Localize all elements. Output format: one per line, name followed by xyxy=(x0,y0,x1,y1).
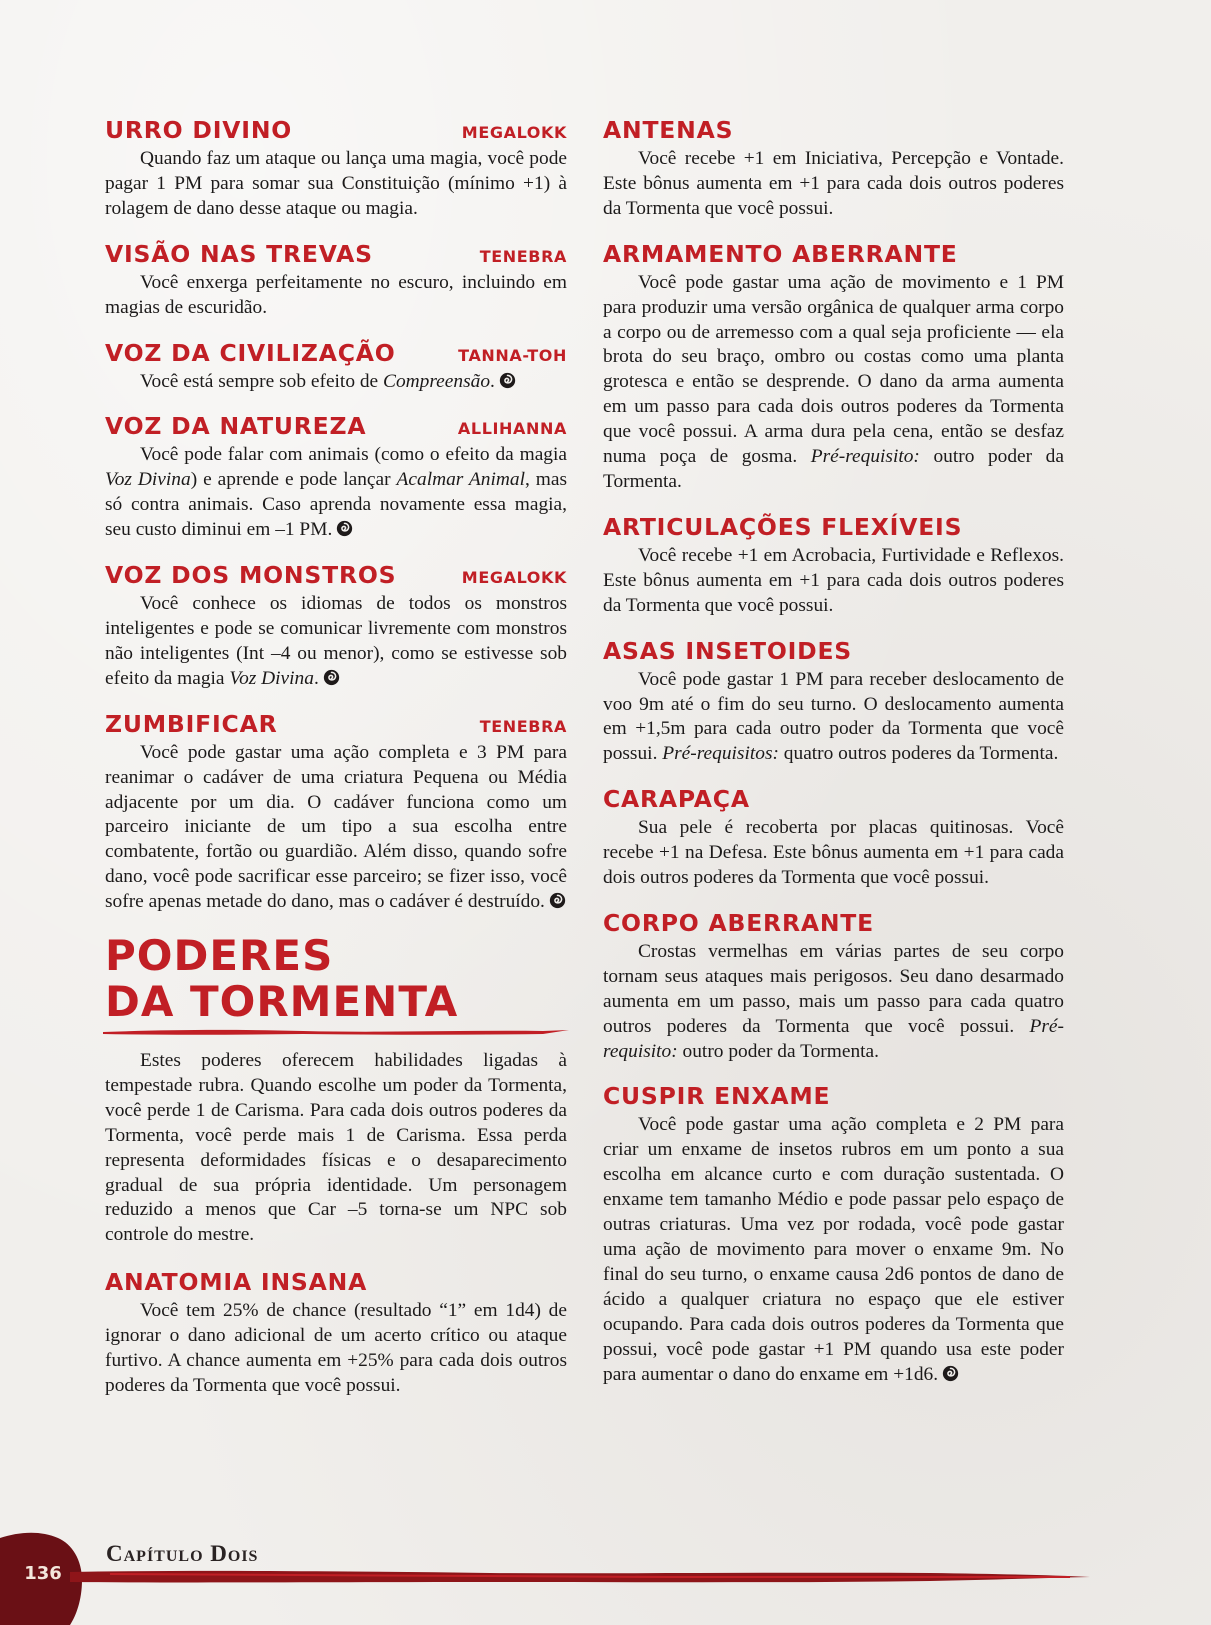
power-urro-divino xyxy=(105,116,567,222)
power-title: VOZ DA CIVILIZAÇÃO xyxy=(105,338,396,367)
power-god: ALLIHANNA xyxy=(457,419,567,439)
power-description: Você pode gastar uma ação completa e 2 PM para criar um enxame de insetos rubros em um ponto a sua escolha em alcance curto e com duração sustentada. O enxame tem tamanho Médio e pode passar pelo espaço de outras criaturas. Uma vez por rodada, você pode gastar uma ação de movimento para mover o enxame 9m. No final do seu turno, o enxame causa 2d6 pontos de dano de ácido a qualquer criatura no espaço que ele estiver ocupando. Para cada dois outros poderes da Tormenta que possui, você pode gastar +1 PM quando usa este poder para aumentar o dano do enxame em +1d6. xyxy=(603,1114,1064,1385)
power-title: ARMAMENTO ABERRANTE xyxy=(603,239,958,268)
tormenta-swirl-icon xyxy=(549,892,566,909)
power-corpo-aberrante xyxy=(603,909,1064,1065)
power-visao-nas-trevas xyxy=(105,240,567,321)
chapter-label: Capítulo Dois xyxy=(106,1541,259,1566)
power-title: VOZ DA NATUREZA xyxy=(105,412,367,441)
power-articulacoes-flexiveis xyxy=(603,513,1064,619)
power-god: MEGALOKK xyxy=(461,123,567,142)
power-title: CUSPIR ENXAME xyxy=(603,1082,831,1111)
power-anatomia-insana xyxy=(105,1268,567,1399)
tormenta-swirl-icon xyxy=(323,669,340,686)
power-armamento-aberrante xyxy=(603,240,1064,495)
power-title: ANATOMIA INSANA xyxy=(105,1268,368,1297)
power-description: Você pode gastar uma ação de movimento e 1 PM para produzir uma versão orgânica de qualquer arma corpo a corpo ou de arremesso com a qual seja proficiente — ela brota do seu braço, ombro ou costas como uma planta grotesca e então se desprende. O dano da arma aumenta em um passo para cada dois outros poderes da Tormenta que você possui. A arma dura pela cena, então se desfaz numa poça de gosma. Pré-requisito: outro poder da Tormenta. xyxy=(603,271,1064,492)
power-description: Você está sempre sob efeito de Compreensão. xyxy=(105,370,567,395)
power-description: Você pode gastar uma ação completa e 3 PM para reanimar o cadáver de uma criatura Pequena ou Média adjacente por um dia. O cadáver funciona como um parceiro iniciante de um tipo a sua escolha entre combatente, fortão ou guardião. Além disso, quando sofre dano, você pode sacrificar esse parceiro; se fizer isso, você sofre apenas metade do dano, mas o cadáver é destruído. xyxy=(105,741,567,913)
power-cuspir-enxame xyxy=(603,1082,1064,1387)
power-god: TANNA-TOH xyxy=(458,345,567,365)
power-title: VOZ DOS MONSTROS xyxy=(105,561,397,590)
section-intro: Estes poderes oferecem habilidades ligadas à tempestade rubra. Quando escolhe um poder da Tormenta, você perde 1 de Carisma. Para cada dois outros poderes da Tormenta, você perde mais 1 de Carisma. Essa perda representa deformidades físicas e o desaparecimento gradual de sua própria identidade. Um personagem reduzido a menos que Car –5 torna-se um NPC sob controle do mestre. xyxy=(105,1050,567,1246)
section-poderes-da-tormenta xyxy=(105,933,567,1248)
footer-brush-stroke xyxy=(70,1566,1090,1588)
power-title: ASAS INSETOIDES xyxy=(603,636,853,665)
page-number: 136 xyxy=(24,1563,62,1584)
power-voz-dos-monstros xyxy=(105,561,567,692)
power-description: Você tem 25% de chance (resultado “1” em 1d4) de ignorar o dano adicional de um acerto crítico ou ataque furtivo. A chance aumenta em +25% para cada dois outros poderes da Tormenta que você possui. xyxy=(105,1300,567,1396)
power-title: ARTICULAÇÕES FLEXÍVEIS xyxy=(603,512,963,541)
power-description: Você conhece os idiomas de todos os monstros inteligentes e pode se comunicar livremente com monstros não inteligentes (Int –4 ou menor), como se estivesse sob efeito da magia Voz Divina. xyxy=(105,593,567,689)
tormenta-swirl-icon xyxy=(499,372,516,389)
power-description: Quando faz um ataque ou lança uma magia, você pode pagar 1 PM para somar sua Constituição (mínimo +1) à rolagem de dano desse ataque ou magia. xyxy=(105,148,567,219)
power-voz-da-natureza xyxy=(105,412,567,543)
tormenta-swirl-icon xyxy=(336,520,353,537)
power-description: Você recebe +1 em Acrobacia, Furtividade e Reflexos. Este bônus aumenta em +1 para cada dois outros poderes da Tormenta que você possui. xyxy=(603,544,1064,616)
power-description: Você pode gastar 1 PM para receber deslocamento de voo 9m até o fim do seu turno. O deslocamento aumenta em +1,5m para cada outro poder da Tormenta que você possui. Pré-requisitos: quatro outros poderes da Tormenta. xyxy=(603,668,1064,765)
power-god: MEGALOKK xyxy=(461,568,567,588)
power-title: CORPO ABERRANTE xyxy=(603,908,874,937)
power-asas-insetoides xyxy=(603,637,1064,768)
power-carapaca xyxy=(603,785,1064,891)
power-title: URRO DIVINO xyxy=(105,116,293,144)
power-description: Você pode falar com animais (como o efeito da magia Voz Divina) e aprende e pode lançar Acalmar Animal, mas só contra animais. Caso aprenda novamente essa magia, seu custo diminui em –1 PM. xyxy=(105,444,567,541)
power-voz-da-civilizacao xyxy=(105,339,567,395)
power-title: VISÃO NAS TREVAS xyxy=(105,239,373,268)
right-column xyxy=(603,116,1064,1405)
power-god: TENEBRA xyxy=(479,246,567,266)
section-divider-brush xyxy=(103,1027,569,1037)
power-description: Você recebe +1 em Iniciativa, Percepção e Vontade. Este bônus aumenta em +1 para cada dois outros poderes da Tormenta que você possui. xyxy=(603,148,1064,219)
left-column xyxy=(105,116,567,1417)
power-god: TENEBRA xyxy=(479,716,567,736)
power-antenas xyxy=(603,116,1064,222)
power-description: Sua pele é recoberta por placas quitinosas. Você recebe +1 na Defesa. Este bônus aumenta em +1 para cada dois outros poderes da Tormenta que você possui. xyxy=(603,817,1064,889)
power-title: ANTENAS xyxy=(603,116,734,144)
power-title: ZUMBIFICAR xyxy=(105,709,278,738)
power-title: CARAPAÇA xyxy=(603,785,750,814)
section-title: PODERES DA TORMENTA xyxy=(105,931,459,1027)
power-zumbificar xyxy=(105,710,567,915)
power-description: Crostas vermelhas em várias partes de seu corpo tornam seus ataques mais perigosos. Seu dano desarmado aumenta em um passo, mais um passo para cada quatro outros poderes da Tormenta que você possui. Pré-requisito: outro poder da Tormenta. xyxy=(603,940,1064,1062)
tormenta-swirl-icon xyxy=(942,1365,959,1382)
power-description: Você enxerga perfeitamente no escuro, incluindo em magias de escuridão. xyxy=(105,271,567,318)
